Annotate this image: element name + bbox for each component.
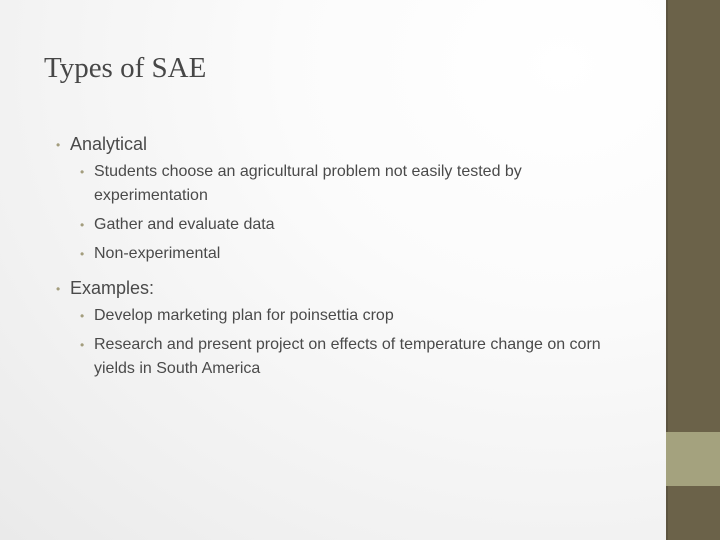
- bullet-dot-icon: •: [80, 247, 85, 261]
- bullet-examples: [56, 276, 636, 300]
- side-panel-bar: [666, 0, 720, 540]
- sub-bullet: [80, 333, 636, 381]
- bullet-text: Examples:: [70, 278, 155, 298]
- bullet-dot-icon: •: [80, 165, 85, 179]
- sub-list-analytical: [56, 160, 636, 266]
- bullet-dot-icon: •: [56, 282, 61, 296]
- slide-title: Types of SAE: [44, 52, 207, 84]
- sub-bullet: [80, 213, 636, 237]
- side-panel-accent-block: [666, 432, 720, 486]
- bullet-dot-icon: •: [80, 218, 85, 232]
- sub-bullet: [80, 160, 636, 208]
- bullet-dot-icon: •: [56, 138, 61, 152]
- sub-bullet: [80, 304, 636, 328]
- bullet-dot-icon: •: [80, 338, 85, 352]
- bullet-text: Analytical: [70, 134, 148, 154]
- sub-bullet-text: Research and present project on effects of temperature change on corn yields in South America: [94, 336, 601, 377]
- sub-bullet-text: Develop marketing plan for poinsettia crop: [94, 307, 394, 324]
- sub-bullet-text: Non-experimental: [94, 245, 221, 262]
- slide-content: [56, 132, 636, 386]
- bullet-analytical: [56, 132, 636, 156]
- sub-bullet: [80, 242, 636, 266]
- sub-bullet-text: Gather and evaluate data: [94, 216, 275, 233]
- sub-list-examples: [56, 304, 636, 381]
- sub-bullet-text: Students choose an agricultural problem not easily tested by experimentation: [94, 163, 522, 204]
- bullet-dot-icon: •: [80, 309, 85, 323]
